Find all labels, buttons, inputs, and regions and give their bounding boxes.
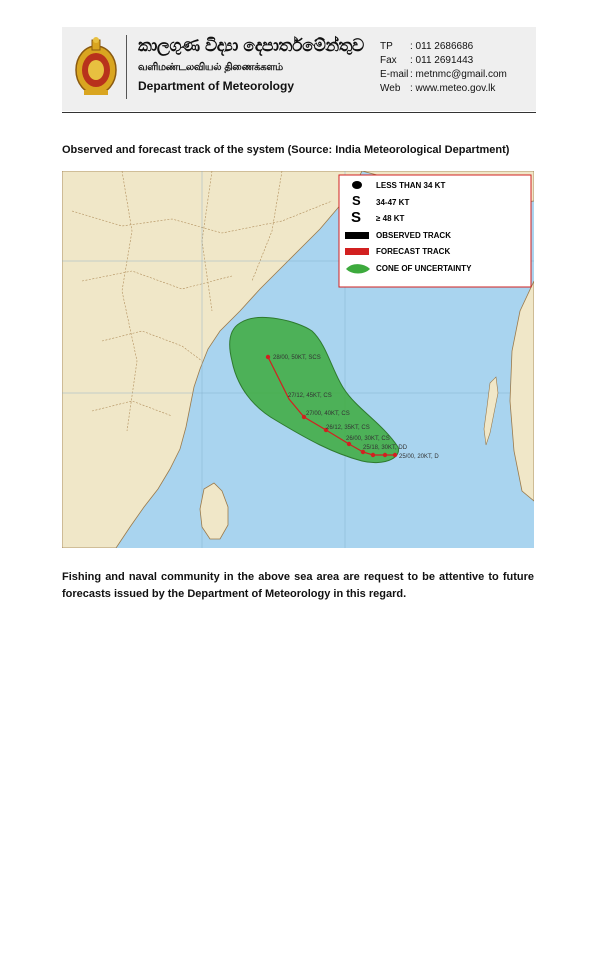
track-point [371,453,375,457]
contact-label: Fax [380,55,397,66]
legend-label: 34-47 KT [376,198,410,207]
track-point [266,355,270,359]
track-label: 27/00, 40KT, CS [306,411,350,417]
map-legend [339,175,531,287]
contact-value: : 011 2686686 [410,41,474,52]
sri-lanka-emblem-icon [74,36,118,98]
legend-label: FORECAST TRACK [376,247,451,256]
red-bar-icon [345,248,369,255]
contact-web [380,82,507,96]
advisory-note: Fishing and naval community in the above sea area are request to be attentive to future forecasts issued by the Department of Meteorology in this regard. [62,571,534,600]
contact-label: Web [380,83,401,94]
track-label: 28/00, 50KT, SCS [273,355,321,361]
contact-value: : metnmc@gmail.com [410,69,507,80]
contact-value: : www.meteo.gov.lk [410,83,496,94]
cyclone-track-map [62,171,534,548]
header-rule [62,112,536,113]
cyclone-symbol-icon: S [352,193,361,208]
title-sinhala: කාලගුණ විද්‍යා දෙපාර්තමේන්තුව [138,36,364,56]
contact-label: E-mail [380,69,409,80]
track-label: 25/00, 20KT, D [399,454,439,460]
title-tamil: வளிமண்டலவியல் திணைக்களம் [138,62,283,73]
track-point [383,453,387,457]
track-point [393,453,397,457]
contact-fax [380,54,507,68]
track-label: 25/18, 30KT, DD [363,445,408,451]
contact-label: TP [380,41,393,52]
map-caption: Observed and forecast track of the system (Source: India Meteorological Department) [62,144,510,156]
cyclone-symbol-bold-icon: S [351,209,362,226]
track-label: 26/00, 30KT, CS [346,436,390,442]
dot-icon [352,181,362,189]
contact-tp [380,40,507,54]
letterhead [62,27,536,111]
track-label: 27/12, 45KT, CS [288,393,332,399]
track-label: 26/12, 35KT, CS [326,425,370,431]
title-english: Department of Meteorology [138,79,295,93]
legend-label: OBSERVED TRACK [376,231,451,240]
legend-label: CONE OF UNCERTAINTY [376,264,472,273]
legend-label: ≥ 48 KT [376,214,405,223]
header-divider [126,35,127,99]
contact-email [380,68,507,82]
legend-label: LESS THAN 34 KT [376,181,446,190]
contact-block [380,40,507,96]
track-point [347,442,351,446]
black-bar-icon [345,232,369,239]
contact-value: : 011 2691443 [410,55,474,66]
